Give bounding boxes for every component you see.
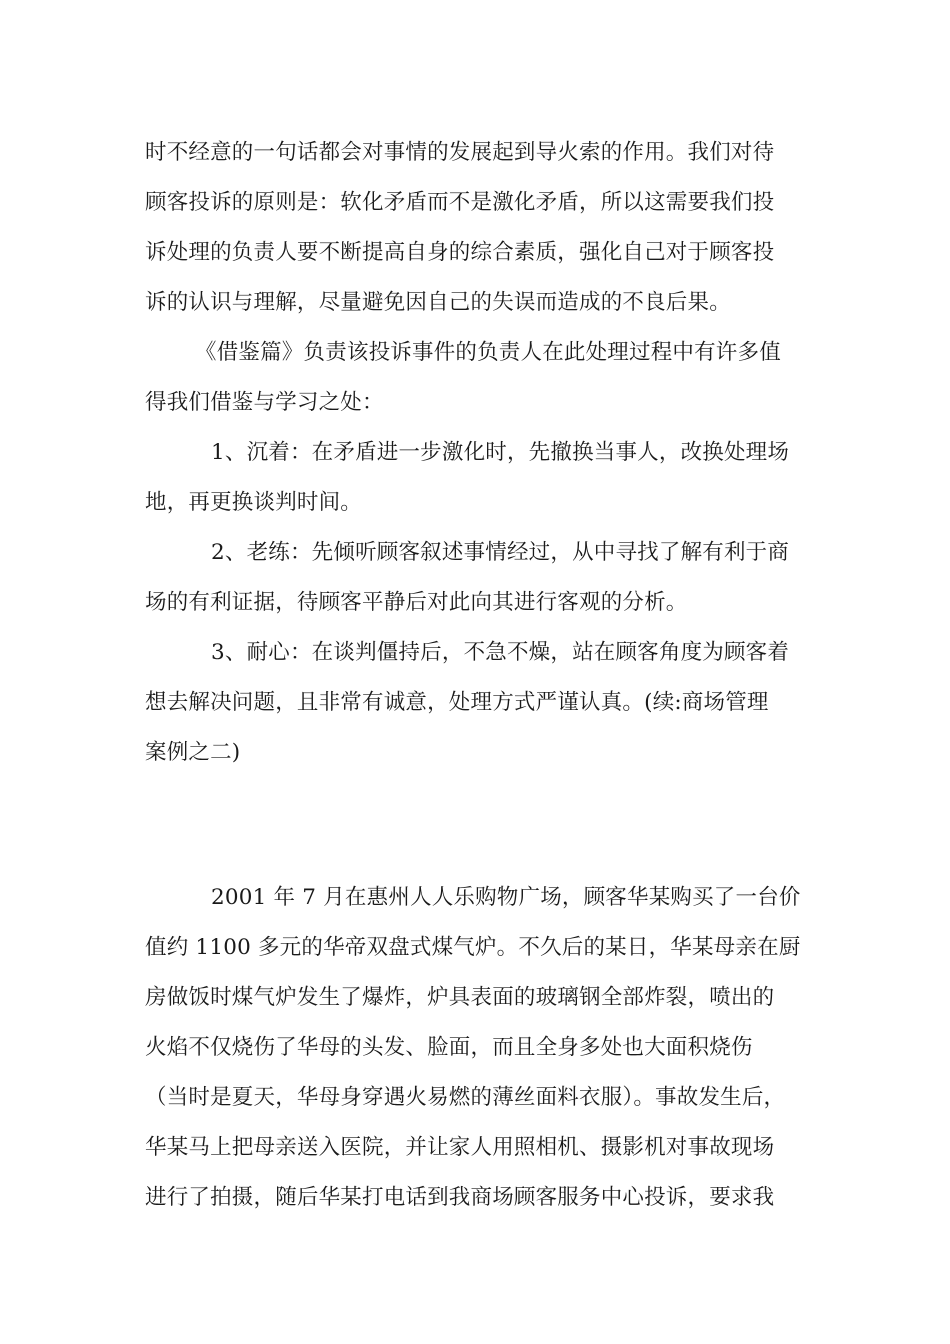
text-line: 2001 年 7 月在惠州人人乐购物广场，顾客华某购买了一台价 xyxy=(211,885,801,910)
text-line: 华某马上把母亲送入医院，并让家人用照相机、摄影机对事故现场 xyxy=(145,1135,775,1160)
text-line: 想去解决问题，且非常有诚意，处理方式严谨认真。(续:商场管理 xyxy=(145,690,769,715)
list-item-experienced xyxy=(145,528,810,628)
paragraph-principle xyxy=(145,128,810,328)
text-line: 场的有利证据，待顾客平静后对此向其进行客观的分析。 xyxy=(145,590,688,615)
text-line: 案例之二) xyxy=(145,740,241,765)
text-line: 《借鉴篇》负责该投诉事件的负责人在此处理过程中有许多值 xyxy=(195,340,781,365)
text-line: （当时是夏天，华母身穿遇火易燃的薄丝面料衣服）。事故发生后， xyxy=(145,1085,786,1110)
text-line: 1、沉着：在矛盾进一步激化时，先撤换当事人，改换处理场 xyxy=(211,440,790,465)
text-line: 2、老练：先倾听顾客叙述事情经过，从中寻找了解有利于商 xyxy=(211,540,790,565)
text-line: 火焰不仅烧伤了华母的头发、脸面，而且全身多处也大面积烧伤 xyxy=(145,1035,753,1060)
list-item-patient xyxy=(145,628,810,778)
text-line: 时不经意的一句话都会对事情的发展起到导火索的作用。我们对待 xyxy=(145,140,775,165)
text-line: 诉的认识与理解，尽量避免因自己的失误而造成的不良后果。 xyxy=(145,290,731,315)
text-line: 诉处理的负责人要不断提高自身的综合素质，强化自己对于顾客投 xyxy=(145,240,775,265)
paragraph-case-story xyxy=(145,873,810,1223)
paragraph-lessons-intro xyxy=(145,328,810,428)
text-line: 进行了拍摄，随后华某打电话到我商场顾客服务中心投诉，要求我 xyxy=(145,1185,775,1210)
text-line: 值约 1100 多元的华帝双盘式煤气炉。不久后的某日，华某母亲在厨 xyxy=(145,935,801,960)
text-line: 地，再更换谈判时间。 xyxy=(145,490,363,515)
text-line: 3、耐心：在谈判僵持后，不急不燥，站在顾客角度为顾客着 xyxy=(211,640,790,665)
list-item-calm xyxy=(145,428,810,528)
text-line: 顾客投诉的原则是：软化矛盾而不是激化矛盾，所以这需要我们投 xyxy=(145,190,775,215)
text-line: 房做饭时煤气炉发生了爆炸，炉具表面的玻璃钢全部炸裂，喷出的 xyxy=(145,985,775,1010)
text-line: 得我们借鉴与学习之处： xyxy=(145,390,384,415)
